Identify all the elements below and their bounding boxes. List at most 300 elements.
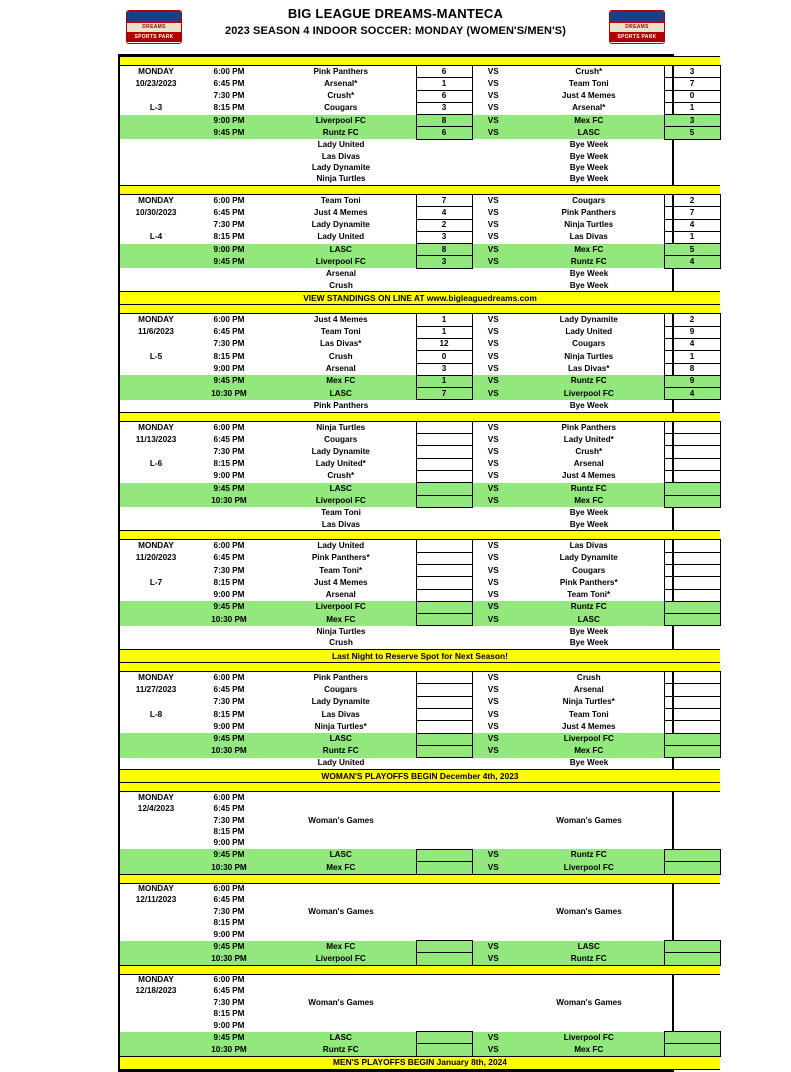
game-time: 10:30 PM: [192, 614, 266, 626]
table-row: [120, 207, 720, 219]
home-score: [416, 495, 472, 507]
table-row: [120, 577, 720, 589]
empty-cell: [472, 986, 514, 997]
vs-label: [472, 638, 514, 650]
vs-label: [472, 139, 514, 151]
empty-cell: [416, 917, 472, 928]
home-team: Arsenal*: [324, 78, 358, 88]
empty-cell: [416, 929, 472, 941]
home-team: Las Divas: [321, 151, 361, 161]
empty-cell: [120, 162, 192, 173]
away-team: Bye Week: [569, 174, 609, 184]
empty-cell: [416, 1008, 472, 1019]
away-score: [664, 589, 720, 601]
game-time: 9:00 PM: [213, 364, 245, 374]
home-team: Just 4 Memes: [313, 577, 368, 587]
away-team: Arsenal: [573, 459, 604, 469]
banner-text: WOMAN'S PLAYOFFS BEGIN December 4th, 2023: [120, 770, 720, 783]
vs-label: VS: [487, 553, 499, 563]
home-score: [416, 540, 472, 552]
empty-cell: [120, 470, 192, 482]
away-team: Pink Panthers: [561, 207, 617, 217]
away-score: [664, 139, 720, 151]
vs-label: VS: [487, 78, 499, 88]
home-score: [416, 862, 472, 874]
vs-label: VS: [472, 375, 514, 387]
table-row: [120, 862, 720, 874]
womans-games-label: Woman's Games: [556, 906, 622, 916]
logo-band-top: [610, 11, 664, 23]
away-team: Team Toni*: [567, 590, 611, 600]
empty-cell: [120, 268, 192, 280]
away-team: Liverpool FC: [514, 388, 664, 400]
game-time: 9:00 PM: [192, 244, 266, 256]
home-score: 7: [416, 194, 472, 206]
away-team: Lady Dynamite: [559, 553, 618, 563]
table-row: [120, 280, 720, 292]
empty-cell: [120, 564, 192, 576]
table-row: [120, 495, 720, 507]
table-row: [120, 483, 720, 495]
vs-label: VS: [472, 388, 514, 400]
away-score: [664, 421, 720, 433]
vs-label: [472, 280, 514, 292]
block-divider: [120, 531, 720, 540]
table-row: [120, 519, 720, 531]
game-time: 6:00 PM: [213, 975, 245, 985]
table-row: [120, 626, 720, 638]
away-team: Just 4 Memes: [561, 471, 616, 481]
game-time: 9:45 PM: [192, 941, 266, 953]
empty-cell: [664, 826, 720, 837]
away-team: Ninja Turtles: [564, 220, 614, 230]
empty-cell: [120, 400, 192, 412]
home-score: 3: [416, 102, 472, 114]
empty-cell: [120, 721, 192, 733]
page-header: [0, 0, 791, 54]
away-team: Bye Week: [569, 280, 609, 290]
home-score: 6: [416, 66, 472, 78]
big-league-dreams-logo: [609, 10, 665, 44]
empty-cell: [120, 507, 192, 519]
home-team: Pink Panthers: [313, 672, 369, 682]
home-score: 6: [416, 127, 472, 139]
away-team: Just 4 Memes: [561, 91, 616, 101]
home-score: [416, 941, 472, 953]
home-score: [416, 552, 472, 564]
away-team: Arsenal: [573, 684, 604, 694]
empty-cell: [664, 1008, 720, 1019]
header-titles: [0, 6, 791, 39]
vs-label: VS: [487, 66, 499, 76]
empty-cell: [120, 638, 192, 650]
home-team: Lady United: [317, 232, 365, 242]
logo-band-top: [127, 11, 181, 23]
home-team: Liverpool FC: [266, 601, 416, 613]
empty-cell: [472, 997, 514, 1008]
table-row: [120, 564, 720, 576]
empty-cell: [120, 280, 192, 292]
empty-cell: [472, 826, 514, 837]
home-team: Team Toni: [321, 508, 361, 518]
table-row: [120, 90, 720, 102]
away-team: Bye Week: [569, 400, 609, 410]
game-time: [192, 139, 266, 151]
empty-cell: [664, 895, 720, 906]
empty-cell: [120, 139, 192, 151]
home-score: [416, 614, 472, 626]
home-team: Crush: [328, 351, 353, 361]
home-score: [416, 400, 472, 412]
game-time: 6:00 PM: [213, 541, 245, 551]
away-team: Lady Dynamite: [559, 315, 618, 325]
empty-cell: [664, 792, 720, 804]
empty-cell: [472, 883, 514, 895]
table-row: [120, 194, 720, 206]
away-score: [664, 721, 720, 733]
womans-games-label: Woman's Games: [308, 815, 374, 825]
away-team: Runtz FC: [514, 375, 664, 387]
vs-label: VS: [472, 483, 514, 495]
table-row: [120, 256, 720, 268]
home-team: Team Toni: [320, 327, 361, 337]
block-day-label: MONDAY: [138, 792, 174, 802]
game-time: 9:45 PM: [192, 483, 266, 495]
vs-label: [472, 626, 514, 638]
away-score: [664, 552, 720, 564]
game-time: 8:15 PM: [213, 1009, 245, 1019]
away-score: [664, 268, 720, 280]
away-team: Mex FC: [514, 244, 664, 256]
vs-label: VS: [487, 315, 499, 325]
table-row: [120, 601, 720, 613]
away-team: Mex FC: [514, 495, 664, 507]
table-row: [120, 458, 720, 470]
game-time: 6:00 PM: [213, 315, 245, 325]
big-league-dreams-logo: [126, 10, 182, 44]
game-time: [192, 400, 266, 412]
game-time: 9:00 PM: [213, 471, 245, 481]
home-score: 1: [416, 326, 472, 338]
empty-cell: [120, 151, 192, 162]
table-row: [120, 421, 720, 433]
home-score: [416, 849, 472, 861]
vs-label: VS: [472, 115, 514, 127]
empty-cell: [120, 483, 192, 495]
game-time: 7:30 PM: [213, 815, 245, 825]
vs-label: VS: [487, 590, 499, 600]
block-divider: [120, 874, 720, 883]
away-team: Mex FC: [514, 745, 664, 757]
home-team: Las Divas*: [320, 339, 362, 349]
home-score: [416, 458, 472, 470]
home-team: Crush: [329, 280, 353, 290]
home-team: LASC: [266, 733, 416, 745]
vs-label: VS: [472, 614, 514, 626]
table-row: [120, 338, 720, 350]
home-score: [416, 151, 472, 162]
home-team: Cougars: [324, 434, 358, 444]
block-date-label: 10/23/2023: [135, 78, 177, 88]
home-team: LASC: [266, 244, 416, 256]
home-score: [416, 139, 472, 151]
away-score: 4: [664, 219, 720, 231]
game-time: 9:45 PM: [192, 733, 266, 745]
empty-cell: [664, 838, 720, 850]
away-score: [664, 434, 720, 446]
home-score: 1: [416, 314, 472, 326]
womans-games-label: Woman's Games: [556, 997, 622, 1007]
home-team: Crush*: [327, 471, 355, 481]
empty-cell: [472, 838, 514, 850]
block-week-label: L-4: [149, 232, 163, 242]
away-team: Bye Week: [569, 162, 609, 172]
game-time: 9:45 PM: [192, 256, 266, 268]
table-row: [120, 434, 720, 446]
away-score: 8: [664, 363, 720, 375]
empty-cell: [664, 974, 720, 986]
empty-cell: [120, 1020, 192, 1032]
vs-label: [472, 519, 514, 531]
home-score: 1: [416, 78, 472, 90]
home-team: Team Toni: [320, 195, 361, 205]
game-time: 9:00 PM: [213, 1020, 245, 1030]
home-score: [416, 1032, 472, 1044]
table-row: [120, 758, 720, 770]
empty-cell: [120, 815, 192, 826]
womans-games-label: Woman's Games: [308, 906, 374, 916]
table-row: [120, 400, 720, 412]
table-row: [120, 696, 720, 708]
away-score: [664, 862, 720, 874]
vs-label: VS: [472, 127, 514, 139]
home-score: [416, 280, 472, 292]
table-row: [120, 162, 720, 173]
empty-cell: [472, 1020, 514, 1032]
away-team: Bye Week: [569, 638, 609, 648]
home-score: 0: [416, 351, 472, 363]
empty-cell: [472, 917, 514, 928]
game-time: 8:15 PM: [213, 917, 245, 927]
game-time: 6:45 PM: [213, 327, 245, 337]
block-divider: [120, 412, 720, 421]
away-team: Arsenal*: [572, 103, 606, 113]
home-score: [416, 672, 472, 684]
game-time: 9:45 PM: [192, 601, 266, 613]
home-score: [416, 434, 472, 446]
game-time: 10:30 PM: [192, 862, 266, 874]
empty-cell: [416, 826, 472, 837]
table-row: [120, 127, 720, 139]
table-row: [120, 244, 720, 256]
game-time: 7:30 PM: [213, 906, 245, 916]
page-subtitle: 2023 SEASON 4 INDOOR SOCCER: MONDAY (WOMEN'S/MEN'S): [225, 25, 566, 38]
game-time: 9:45 PM: [192, 127, 266, 139]
block-day-label: MONDAY: [138, 315, 174, 325]
home-score: [416, 708, 472, 720]
away-score: [664, 564, 720, 576]
game-time: 8:15 PM: [213, 826, 245, 836]
vs-label: VS: [487, 339, 499, 349]
game-time: 10:30 PM: [192, 953, 266, 965]
home-team: Pink Panthers: [313, 400, 369, 410]
away-score: [664, 280, 720, 292]
game-time: [192, 280, 266, 292]
home-team: Arsenal: [325, 269, 357, 279]
game-time: 7:30 PM: [213, 697, 245, 707]
away-team: Runtz FC: [514, 849, 664, 861]
home-score: [416, 519, 472, 531]
home-score: [416, 745, 472, 757]
home-team: Las Divas: [321, 519, 361, 529]
home-team: Ninja Turtles*: [314, 721, 367, 731]
empty-cell: [120, 446, 192, 458]
home-team: Pink Panthers: [313, 66, 369, 76]
block-day-label: MONDAY: [138, 975, 174, 985]
vs-label: VS: [487, 351, 499, 361]
game-time: [192, 174, 266, 186]
away-score: [664, 684, 720, 696]
game-time: [192, 162, 266, 173]
home-team: Runtz FC: [266, 127, 416, 139]
home-team: Lady United: [317, 140, 365, 150]
home-score: 7: [416, 388, 472, 400]
home-team: Liverpool FC: [266, 953, 416, 965]
game-time: 6:00 PM: [213, 792, 245, 802]
game-time: 6:45 PM: [213, 553, 245, 563]
empty-cell: [664, 986, 720, 997]
empty-cell: [120, 388, 192, 400]
empty-cell: [416, 986, 472, 997]
home-team: Arsenal: [325, 364, 356, 374]
empty-cell: [416, 997, 472, 1008]
table-row: [120, 139, 720, 151]
block-divider: [120, 783, 720, 792]
away-score: [664, 758, 720, 770]
womans-games-label: Woman's Games: [556, 815, 622, 825]
empty-cell: [120, 1008, 192, 1019]
game-time: 8:15 PM: [213, 232, 245, 242]
vs-label: [472, 151, 514, 162]
home-team: Lady Dynamite: [311, 446, 370, 456]
table-row: [120, 883, 720, 895]
empty-cell: [120, 997, 192, 1008]
away-score: [664, 495, 720, 507]
home-score: [416, 601, 472, 613]
block-day-label: MONDAY: [138, 884, 174, 894]
away-score: 9: [664, 375, 720, 387]
table-row: [120, 174, 720, 186]
away-team: Las Divas: [569, 232, 608, 242]
empty-cell: [120, 1044, 192, 1056]
away-score: 1: [664, 102, 720, 114]
banner-text: MEN'S PLAYOFFS BEGIN January 8th, 2024: [120, 1056, 720, 1069]
home-team: Mex FC: [266, 614, 416, 626]
empty-cell: [120, 601, 192, 613]
away-team: Crush*: [575, 66, 603, 76]
vs-label: VS: [472, 953, 514, 965]
home-team: LASC: [266, 1032, 416, 1044]
home-team: Ninja Turtles: [316, 626, 366, 636]
home-team: Cougars: [324, 684, 358, 694]
home-team: Lady Dynamite: [311, 697, 370, 707]
game-time: 7:30 PM: [213, 997, 245, 1007]
away-team: Runtz FC: [514, 256, 664, 268]
table-row: [120, 268, 720, 280]
game-time: [192, 638, 266, 650]
logo-band-bottom: SPORTS PARK: [610, 32, 664, 42]
table-row: [120, 314, 720, 326]
game-time: 6:00 PM: [213, 195, 245, 205]
table-row: [120, 151, 720, 162]
game-time: [192, 268, 266, 280]
away-score: [664, 519, 720, 531]
away-team: Bye Week: [569, 626, 609, 636]
away-score: [664, 470, 720, 482]
home-score: [416, 638, 472, 650]
home-score: [416, 162, 472, 173]
block-divider: [120, 663, 720, 672]
away-score: [664, 174, 720, 186]
game-time: 9:00 PM: [192, 115, 266, 127]
away-team: Bye Week: [569, 508, 609, 518]
table-row: [120, 1044, 720, 1056]
block-day-label: MONDAY: [138, 195, 174, 205]
home-score: [416, 696, 472, 708]
banner-text: Last Night to Reserve Spot for Next Season!: [120, 650, 720, 663]
vs-label: VS: [487, 195, 499, 205]
away-score: 4: [664, 256, 720, 268]
vs-label: VS: [487, 446, 499, 456]
table-row: [120, 540, 720, 552]
game-time: 7:30 PM: [213, 565, 245, 575]
away-team: Pink Panthers*: [559, 577, 618, 587]
empty-cell: [120, 219, 192, 231]
away-score: [664, 601, 720, 613]
logo-band-mid: DREAMS: [610, 23, 664, 32]
block-day-label: MONDAY: [138, 672, 174, 682]
away-score: 9: [664, 326, 720, 338]
empty-cell: [416, 792, 472, 804]
game-time: [192, 758, 266, 770]
away-score: 5: [664, 244, 720, 256]
home-score: 3: [416, 256, 472, 268]
vs-label: VS: [472, 244, 514, 256]
vs-label: VS: [472, 849, 514, 861]
block-date-label: 11/27/2023: [135, 684, 177, 694]
away-team: Lady United: [565, 327, 613, 337]
empty-cell: [416, 1020, 472, 1032]
empty-cell: [416, 974, 472, 986]
away-score: [664, 446, 720, 458]
away-team: Crush*: [575, 446, 603, 456]
empty-cell: [472, 815, 514, 826]
away-score: 1: [664, 231, 720, 243]
game-time: 6:45 PM: [213, 684, 245, 694]
table-row: [120, 684, 720, 696]
table-row: [120, 589, 720, 601]
game-time: 9:45 PM: [192, 849, 266, 861]
home-team: Lady United*: [315, 459, 366, 469]
table-row: [120, 974, 720, 986]
table-row: [120, 231, 720, 243]
home-team: Runtz FC: [266, 745, 416, 757]
away-score: [664, 672, 720, 684]
game-time: 8:15 PM: [213, 577, 245, 587]
empty-cell: [664, 804, 720, 815]
vs-label: VS: [472, 1044, 514, 1056]
game-time: 8:15 PM: [213, 459, 245, 469]
